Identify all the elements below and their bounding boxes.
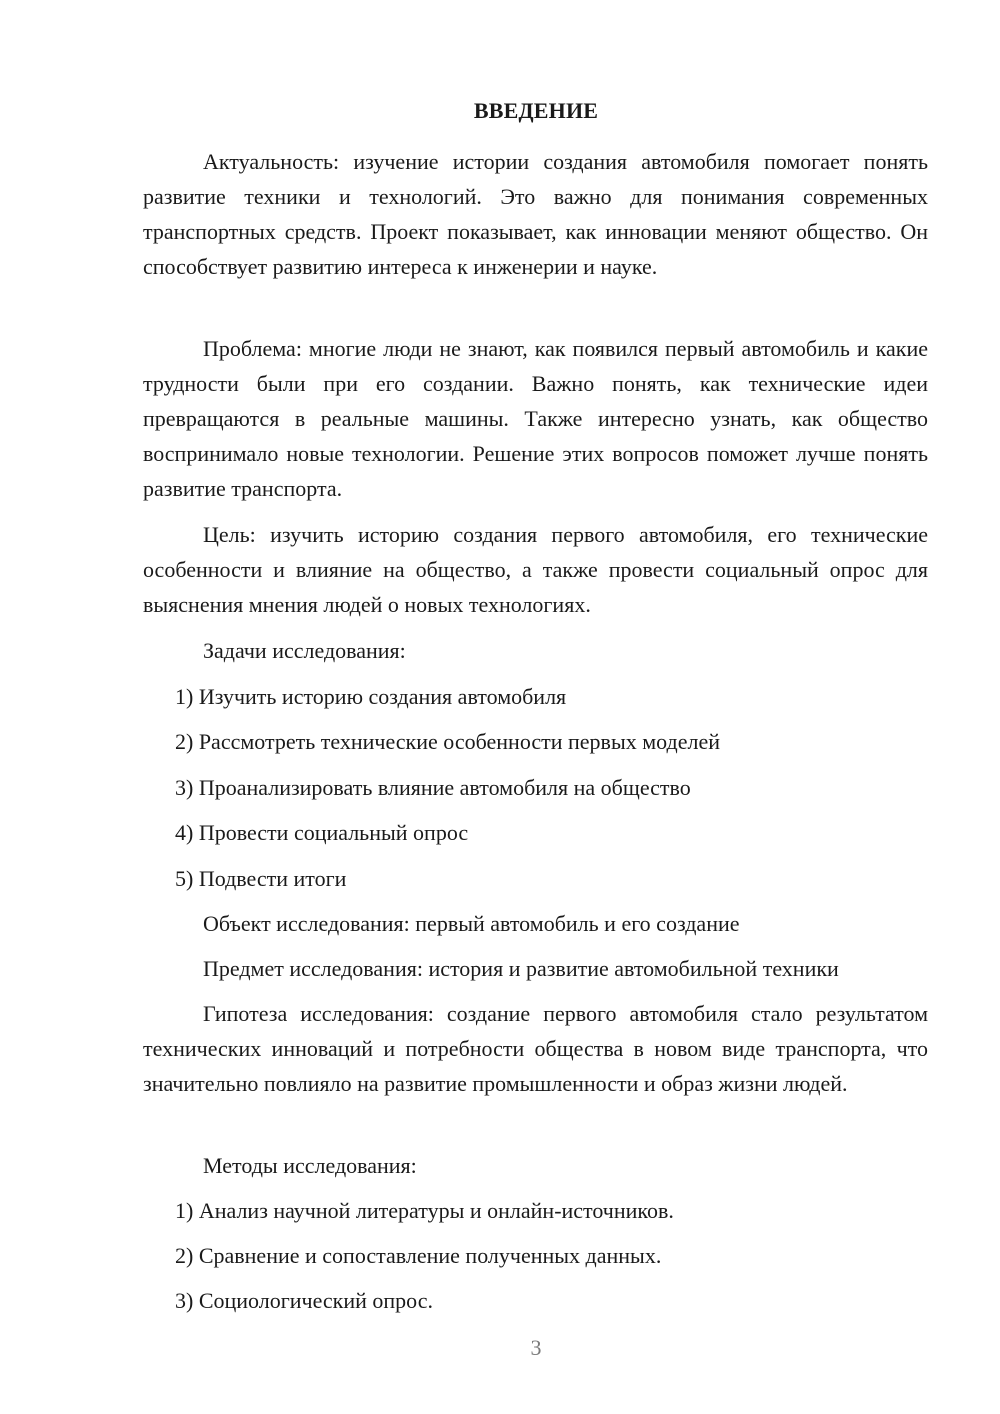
task-item-5: 5) Подвести итоги: [175, 866, 347, 891]
task-item-1: 1) Изучить историю создания автомобиля: [175, 684, 567, 709]
page-number: 3: [530, 1335, 542, 1360]
method-item-3: 3) Социологический опрос.: [175, 1288, 433, 1313]
method-item-1: 1) Анализ научной литературы и онлайн-источников.: [175, 1198, 674, 1223]
page-title: ВВЕДЕНИЕ: [473, 98, 599, 123]
goal-paragraph: Цель: изучить историю создания первого автомобиля, его технические особенности и влияние на общество, а также провести социальный опрос для выяснения мнения людей о новых технологиях.: [143, 522, 928, 617]
hypothesis-paragraph: Гипотеза исследования: создание первого автомобиля стало результатом технических инноваций и потребности общества в новом виде транспорта, что значительно повлияло на развитие промышленности и образ жизни людей.: [143, 1001, 928, 1096]
task-item-2: 2) Рассмотреть технические особенности первых моделей: [175, 729, 720, 754]
methods-heading: Методы исследования:: [203, 1153, 417, 1178]
relevance-paragraph: Актуальность: изучение истории создания автомобиля помогает понять развитие техники и технологий. Это важно для понимания современных транспортных средств. Проект показывает, как инновации меняют общество. Он способствует развитию интереса к инженерии и науке.: [143, 149, 928, 279]
method-item-2: 2) Сравнение и сопоставление полученных данных.: [175, 1243, 662, 1268]
subject-line: Предмет исследования: история и развитие автомобильной техники: [203, 956, 839, 981]
task-item-4: 4) Провести социальный опрос: [175, 820, 469, 845]
object-line: Объект исследования: первый автомобиль и его создание: [203, 911, 740, 936]
tasks-heading: Задачи исследования:: [203, 638, 406, 663]
problem-paragraph: Проблема: многие люди не знают, как появился первый автомобиль и какие трудности были при его создании. Важно понять, как технические идеи превращаются в реальные машины. Также интересно узнать, как общество воспринимало новые технологии. Решение этих вопросов поможет лучше понять развитие транспорта.: [143, 336, 928, 501]
task-item-3: 3) Проанализировать влияние автомобиля на общество: [175, 775, 691, 800]
